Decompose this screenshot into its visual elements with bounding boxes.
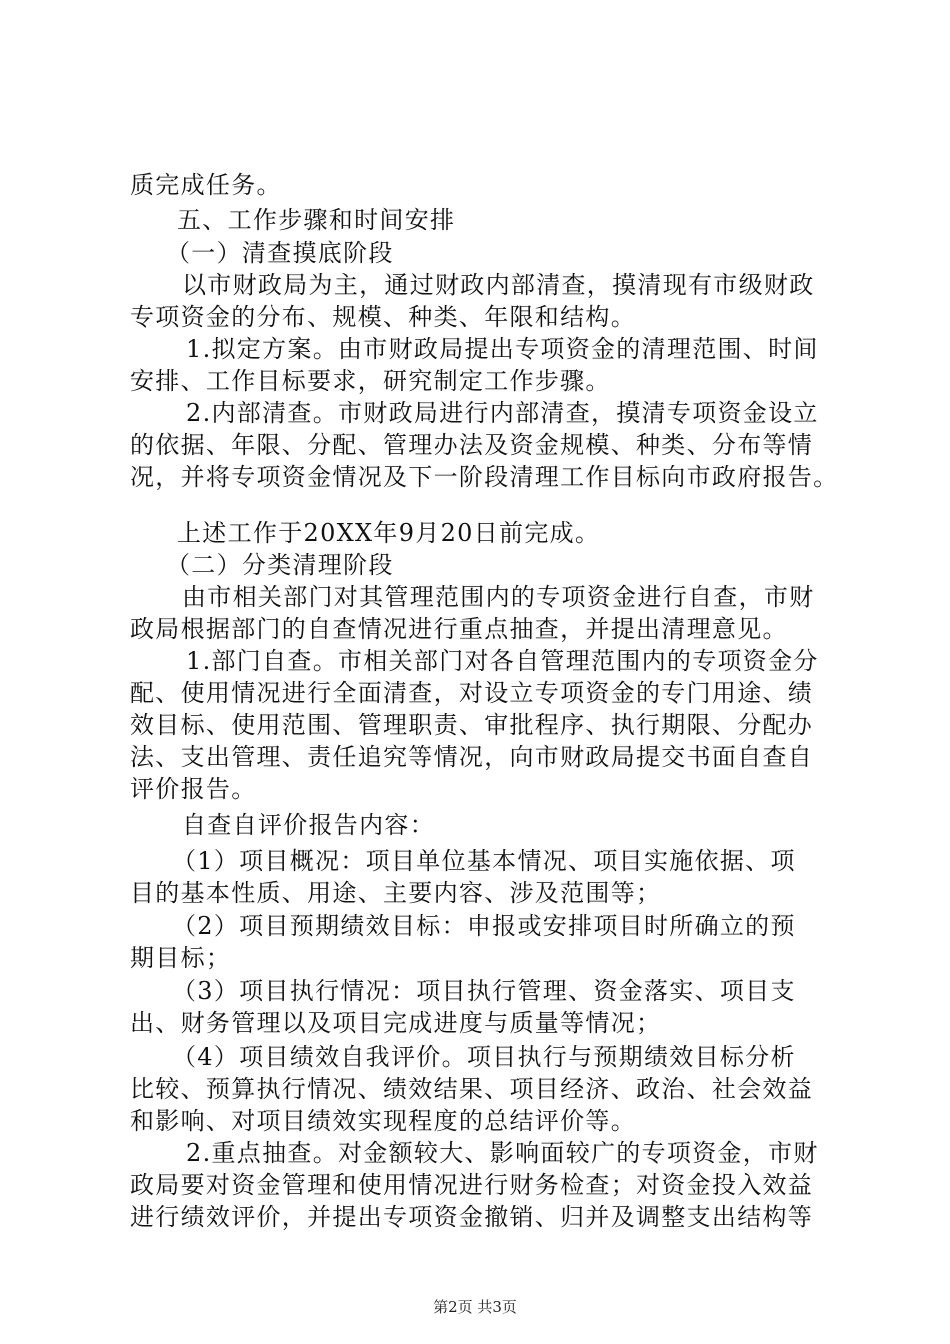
text-line: 自查自评价报告内容： bbox=[182, 811, 435, 839]
text-line: 2.内部清查。市财政局进行内部清查，摸清专项资金设立 bbox=[186, 399, 819, 427]
text-line: 1.部门自查。市相关部门对各自管理范围内的专项资金分 bbox=[186, 647, 819, 675]
text-line: 目的基本性质、用途、主要内容、涉及范围等； bbox=[130, 879, 662, 907]
text-line: 比较、预算执行情况、绩效结果、项目经济、政治、社会效益 bbox=[130, 1075, 814, 1103]
text-line: 的依据、年限、分配、管理办法及资金规模、种类、分布等情 bbox=[130, 431, 814, 459]
text-line: 专项资金的分布、规模、种类、年限和结构。 bbox=[130, 303, 636, 331]
text-line: 效目标、使用范围、管理职责、审批程序、执行期限、分配办 bbox=[130, 711, 814, 739]
page-number: 第2页 共3页 bbox=[433, 1298, 517, 1316]
text-line: 政局根据部门的自查情况进行重点抽查，并提出清理意见。 bbox=[130, 615, 788, 643]
subsection-heading: （一）清查摸底阶段 bbox=[166, 239, 394, 267]
list-item: （4）项目绩效自我评价。项目执行与预期绩效目标分析 bbox=[172, 1043, 796, 1071]
text-line: 况，并将专项资金情况及下一阶段清理工作目标向市政府报告。 bbox=[130, 463, 839, 491]
text-line: 由市相关部门对其管理范围内的专项资金进行自查，市财 bbox=[182, 583, 815, 611]
list-item: （3）项目执行情况：项目执行管理、资金落实、项目支 bbox=[172, 977, 796, 1005]
subsection-heading: （二）分类清理阶段 bbox=[166, 551, 394, 579]
text-line: 2.重点抽查。对金额较大、影响面较广的专项资金，市财 bbox=[186, 1139, 819, 1167]
text-line: 评价报告。 bbox=[130, 775, 257, 803]
text-line: 法、支出管理、责任追究等情况，向市财政局提交书面自查自 bbox=[130, 743, 814, 771]
text-line: 上述工作于20XX年9月20日前完成。 bbox=[177, 519, 601, 547]
list-item: （1）项目概况：项目单位基本情况、项目实施依据、项 bbox=[172, 847, 796, 875]
text-line: 1.拟定方案。由市财政局提出专项资金的清理范围、时间 bbox=[186, 335, 819, 363]
text-line: 配、使用情况进行全面清查，对设立专项资金的专门用途、绩 bbox=[130, 679, 814, 707]
text-line: 出、财务管理以及项目完成进度与质量等情况； bbox=[130, 1009, 662, 1037]
section-heading: 五、工作步骤和时间安排 bbox=[177, 206, 456, 234]
list-item: （2）项目预期绩效目标：申报或安排项目时所确立的预 bbox=[172, 912, 796, 940]
text-line: 以市财政局为主，通过财政内部清查，摸清现有市级财政 bbox=[182, 271, 815, 299]
text-line: 安排、工作目标要求，研究制定工作步骤。 bbox=[130, 367, 611, 395]
text-line: 进行绩效评价，并提出专项资金撤销、归并及调整支出结构等 bbox=[130, 1203, 814, 1231]
text-line: 期目标； bbox=[130, 944, 232, 972]
text-line: 政局要对资金管理和使用情况进行财务检查；对资金投入效益 bbox=[130, 1171, 814, 1199]
text-line: 和影响、对项目绩效实现程度的总结评价等。 bbox=[130, 1107, 636, 1135]
text-line: 质完成任务。 bbox=[130, 171, 282, 199]
